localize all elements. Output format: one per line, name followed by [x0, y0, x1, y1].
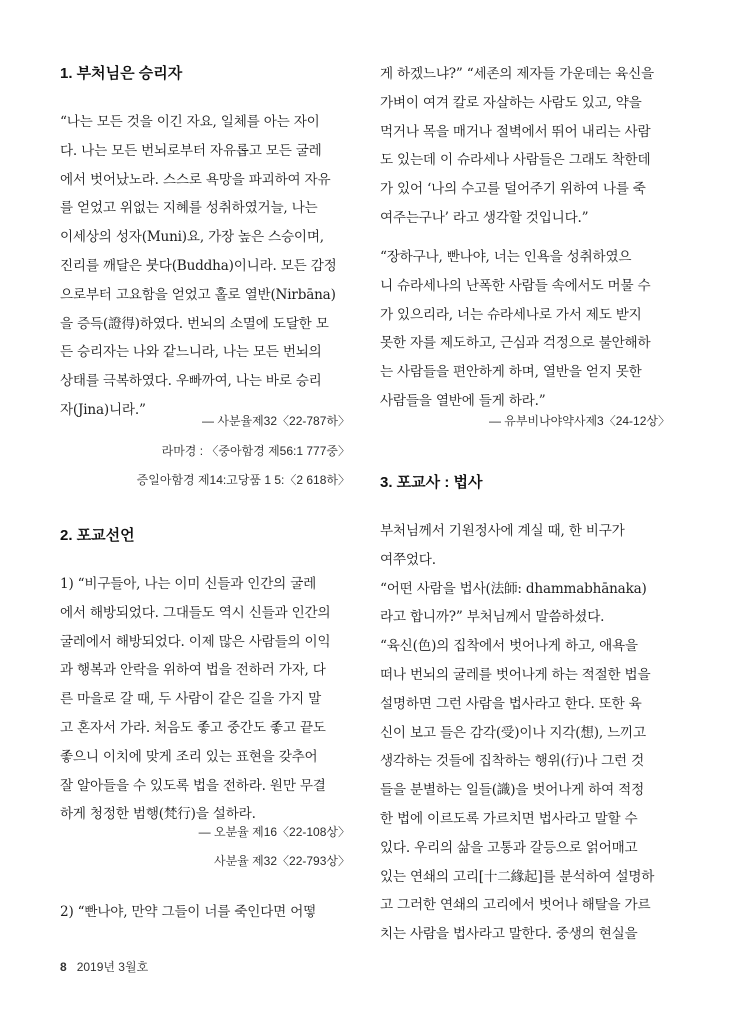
section-2-source-2: 사분율 제32〈22-793상〉	[213, 854, 350, 868]
issue-label: 2019년 3월호	[76, 960, 149, 974]
buddha-praise-quote: “장하구나, 빤나야, 너는 인욕을 성취하였으 니 슈라세나의 난폭한 사람들 속에서도 머물 수 가 있으리라, 너는 슈라세나로 가서 제도 받지 못한 자를 제도하고, 근심과 걱정으로 불안해하 는 사람들을 편안하게 하며, 열반을 얻지 못한 사람들을 열반에 들게 하라.”	[380, 249, 651, 409]
section-1-source-3: 증일아함경 제14:고당품 1 5:〈2 618하〉	[136, 473, 350, 487]
page-footer	[60, 958, 148, 975]
section-1-source-2: 라마경 : 〈중아함경 제56:1 777중〉	[161, 444, 350, 458]
section-3-title: 3. 포교사 : 법사	[380, 474, 483, 491]
buddha-praise-source: — 유부비나야약사제3〈24-12상〉	[488, 414, 670, 428]
section-3-body: 부처님께서 기원정사에 계실 때, 한 비구가 여쭈었다. “어떤 사람을 법사(法師: dhammabhānaka) 라고 합니까?” 부처님께서 말씀하셨다. “육신(色)의 집착에서 벗어나게 하고, 애욕을 떠나 번뇌의 굴레를 벗어나게 하는 적절한 법을 설명하면 그런 사람을 법사라고 한다. 또한 육 신이 보고 들은 감각(受)이나 지각(想), 느끼고 생각하는 것들에 집착하는 행위(行)나 그런 것 들을 분별하는 일들(識)을 벗어나게 하여 적정 한 법에 이르도록 가르치면 법사라고 말할 수 있다. 우리의 삶을 고통과 갈등으로 얽어매고 있는 연쇄의 고리[十二緣起]를 분석하여 설명하 고 그러한 연쇄의 고리에서 벗어나 해탈을 가르 치는 사람을 법사라고 말한다. 중생의 현실을	[380, 523, 655, 943]
section-2-quote-1: 1) “비구들아, 나는 이미 신들과 인간의 굴레 에서 해방되었다. 그대들도 역시 신들과 인간의 굴레에서 해방되었다. 이제 많은 사람들의 이익 과 행복과 안락을 위하여 법을 전하러 가자, 다 른 마을로 갈 때, 두 사람이 같은 길을 가지 말 고 혼자서 가라. 처음도 좋고 중간도 좋고 끝도 좋으니 이치에 맞게 조리 있는 표현을 갖추어 잘 알아들을 수 있도록 법을 전하라. 원만 무결 하게 청정한 범행(梵行)을 설하라.	[60, 576, 331, 823]
section-1-source-1: — 사분율제32〈22-787하〉	[201, 414, 350, 428]
section-1-quote: “나는 모든 것을 이긴 자요, 일체를 아는 자이 다. 나는 모든 번뇌로부터 자유롭고 모든 굴레 에서 벗어났노라. 스스로 욕망을 파괴하여 자유 를 얻었고 위없는 지혜를 성취하였거늘, 나는 이세상의 성자(Muni)요, 가장 높은 스승이며, 진리를 깨달은 붓다(Buddha)이니라. 모든 감정 으로부터 고요함을 얻었고 홀로 열반(Nirbāna) 을 증득(證得)하였다. 번뇌의 소멸에 도달한 모 든 승리자는 나와 같느니라, 나는 모든 번뇌의 상태를 극복하였다. 우빠까여, 나는 바로 승리 자(Jina)니라.”	[60, 114, 337, 418]
section-2-source-1: — 오분율 제16〈22-108상〉	[198, 825, 350, 839]
page-number: 8	[60, 960, 67, 974]
quote-continuation: 게 하겠느냐?” “세존의 제자들 가운데는 육신을 가벼이 여겨 칼로 자살하는 사람도 있고, 약을 먹거나 목을 매거나 절벽에서 뛰어 내리는 사람 도 있는데 이 슈라세나 사람들은 그래도 착한데 가 있어 ‘나의 수고를 덜어주기 위하여 나를 죽 여주는구나’ 라고 생각할 것입니다.”	[380, 66, 654, 226]
section-2-title: 2. 포교선언	[60, 527, 135, 544]
section-1-title: 1. 부처님은 승리자	[60, 65, 183, 82]
section-2-quote-2-start: 2) “빤나야, 만약 그들이 너를 죽인다면 어떻	[60, 904, 317, 920]
